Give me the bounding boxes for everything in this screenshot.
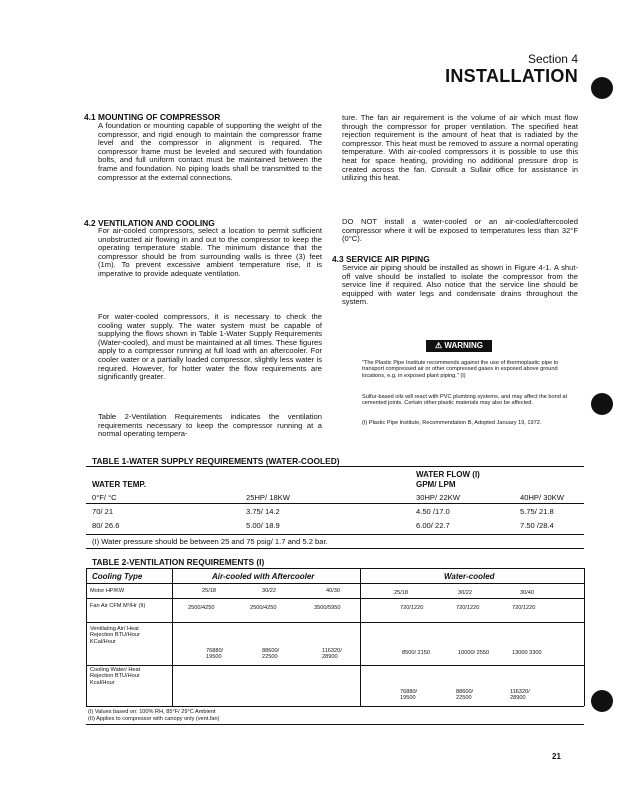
fan-air-cell: 2500/4250 (250, 605, 277, 611)
table-1-temp-header: WATER TEMP. (92, 480, 146, 489)
binder-hole (591, 77, 613, 99)
table-1-row-cell: 7.50 /28.4 (520, 521, 554, 530)
section-4-2-para-3: Table 2-Ventilation Requirements indicates the ventilation requirements necessary to keep the compressor running at a normal operating tempera- (98, 412, 322, 439)
table-1-unit: 0°F/ °C (92, 493, 117, 502)
table-2-water-cooled-header: Water-cooled (444, 572, 495, 581)
motor-cell: 25/18 (394, 590, 408, 596)
warning-text-3: (I) Plastic Pipe Institute, Recommendation B, Adopted January 19, 1972. (362, 420, 542, 426)
warning-icon: ⚠ (434, 341, 443, 350)
table-1-note: (I) Water pressure should be between 25 and 75 psig/ 1.7 and 5.2 bar. (92, 537, 328, 546)
section-label: Section 4 (527, 52, 578, 66)
table-2-cooling-type-header: Cooling Type (92, 572, 143, 581)
table-1-flow-header: WATER FLOW (I) (416, 470, 480, 479)
warning-text-1: "The Plastic Pipe Institute recommends against the use of thermoplastic pipe to transport compressed air or other compressed gases in exposed above ground locations, e.g. in exposed plant piping." (I) (362, 360, 559, 379)
ventilating-air-cell: 8500/ 2150 (402, 650, 430, 656)
page-title: INSTALLATION (445, 66, 578, 86)
section-4-1-heading: 4.1 MOUNTING OF COMPRESSOR (84, 112, 221, 122)
binder-hole (591, 690, 613, 712)
motor-cell: 40/30 (326, 588, 340, 594)
ventilating-air-cell: 76880/ 19500 (206, 648, 224, 661)
cooling-water-cell: 88600/ 22500 (456, 689, 474, 702)
page-number: 21 (552, 752, 561, 761)
table-1-row-temp: 70/ 21 (92, 507, 114, 516)
binder-hole (591, 393, 613, 415)
table-1-row-temp: 80/ 26.6 (92, 521, 120, 530)
warning-badge (426, 340, 492, 352)
right-para-2: DO NOT install a water-cooled or an air-cooled/aftercooled compressor where it will be exposed to temperatures less than 32°F (0°C). (342, 217, 578, 244)
table-1-col-25hp: 25HP/ 18KW (246, 493, 290, 502)
table-1-row-cell: 5.75/ 21.8 (520, 507, 554, 516)
fan-air-cell: 720/1220 (512, 605, 536, 611)
motor-cell: 30/40 (520, 590, 534, 596)
section-4-3-text: Service air piping should be installed as shown in Figure 4-1. A shut-off valve should be installed to isolate the compressor from the service line if required. Also notice that the service line should be equipped with water legs and condensate drains throughout the system. (342, 263, 578, 307)
table-1-title: TABLE 1-WATER SUPPLY REQUIREMENTS (WATER-COOLED) (92, 456, 340, 466)
motor-label: Motor HP/KW (90, 588, 125, 594)
section-4-1-text: A foundation or mounting capable of supporting the weight of the compressor, and rigid enough to maintain the compressor frame level and the compressor in alignment is required. The compressor frame must be leveled and secured with foundation bolts, and full uniform contact must be maintained between the frame and foundation. No piping loads shall be transmitted to the compressor at the external connections. (98, 121, 322, 182)
fan-air-label: Fan Air CFM M³/Hr (II) (90, 603, 146, 609)
fan-air-cell: 720/1220 (400, 605, 424, 611)
table-2-title: TABLE 2-VENTILATION REQUIREMENTS (I) (92, 557, 265, 567)
cooling-water-cell: 116320/ 28900 (510, 689, 530, 702)
section-4-2-para-2: For water-cooled compressors, it is necessary to check the cooling water supply. The water system must be capable of supplying the flows shown in Table 1-Water Supply Requirements (Water-cooled), and must be maintained at all times. These figures apply to a compressor running at full load with an aftercooler. For cooler water or a partially loaded compressor, slightly less water is required. However, for hotter water the flow requirements are significantly greater. (98, 312, 322, 382)
ventilating-air-cell: 13000 3300 (512, 650, 542, 656)
warning-text-2: Sulfur-based oils will react with PVC plumbing systems, and may affect the bond at cemented joints. Certain other plastic materials may also be affected. (362, 394, 568, 407)
cooling-water-label: Cooling Water/ Heat Rejection BTU/Hour Kcal/Hour (90, 667, 141, 686)
section-4-2-heading: 4.2 VENTILATION AND COOLING (84, 218, 215, 228)
motor-cell: 25/18 (202, 588, 216, 594)
warning-label: WARNING (444, 341, 484, 350)
table-1-row-cell: 4.50 /17.0 (416, 507, 450, 516)
fan-air-cell: 2500/4250 (188, 605, 215, 611)
ventilating-air-cell: 116320/ 28900 (322, 648, 342, 661)
table-2-note-1: (I) Values based on: 100% RH, 85°F/ 29°C Ambient (88, 709, 216, 715)
table-1-col-40hp: 40HP/ 30KW (520, 493, 564, 502)
table-1-row-cell: 5.00/ 18.9 (246, 521, 280, 530)
cooling-water-cell: 76880/ 19500 (400, 689, 418, 702)
table-2-air-cooled-header: Air-cooled with Aftercooler (212, 572, 315, 581)
ventilating-air-cell: 88600/ 22500 (262, 648, 280, 661)
ventilating-air-cell: 10000/ 2550 (458, 650, 490, 656)
table-1-flow-units: GPM/ LPM (416, 480, 456, 489)
ventilating-air-label: Ventilating Air/ Heat Rejection BTU/Hour KCal/Hour (90, 626, 140, 645)
motor-cell: 30/22 (458, 590, 472, 596)
fan-air-cell: 3500/5950 (314, 605, 341, 611)
motor-cell: 30/22 (262, 588, 276, 594)
table-2-note-2: (II) Applies to compressor with canopy only (vent.fan) (88, 716, 220, 722)
table-1-row-cell: 3.75/ 14.2 (246, 507, 280, 516)
section-4-2-para-1: For air-cooled compressors, select a location to permit sufficient unobstructed air flowing in and out to the compressor to keep the operating temperature stable. The minimum distance that the compressor should be from surrounding walls is three (3) feet (1m). To prevent excessive ambient temperature rise, it is imperative to provide adequate ventilation. (98, 226, 322, 278)
fan-air-cell: 720/1220 (456, 605, 480, 611)
right-para-1: ture. The fan air requirement is the volume of air which must flow through the compressor for proper ventilation. The specified heat rejection requirement is the amount of heat that is radiated by the compressor. This heat must be removed to assure a normal operating temperature. With air-cooled compressors it is possible to use this heat for space heating, providing no additional pressure drop is created across the fan. Consult a Sullair office for assistance in utilizing this heat. (342, 113, 578, 183)
section-4-3-heading: 4.3 SERVICE AIR PIPING (332, 254, 430, 264)
table-1-col-30hp: 30HP/ 22KW (416, 493, 460, 502)
table-1-row-cell: 6.00/ 22.7 (416, 521, 450, 530)
